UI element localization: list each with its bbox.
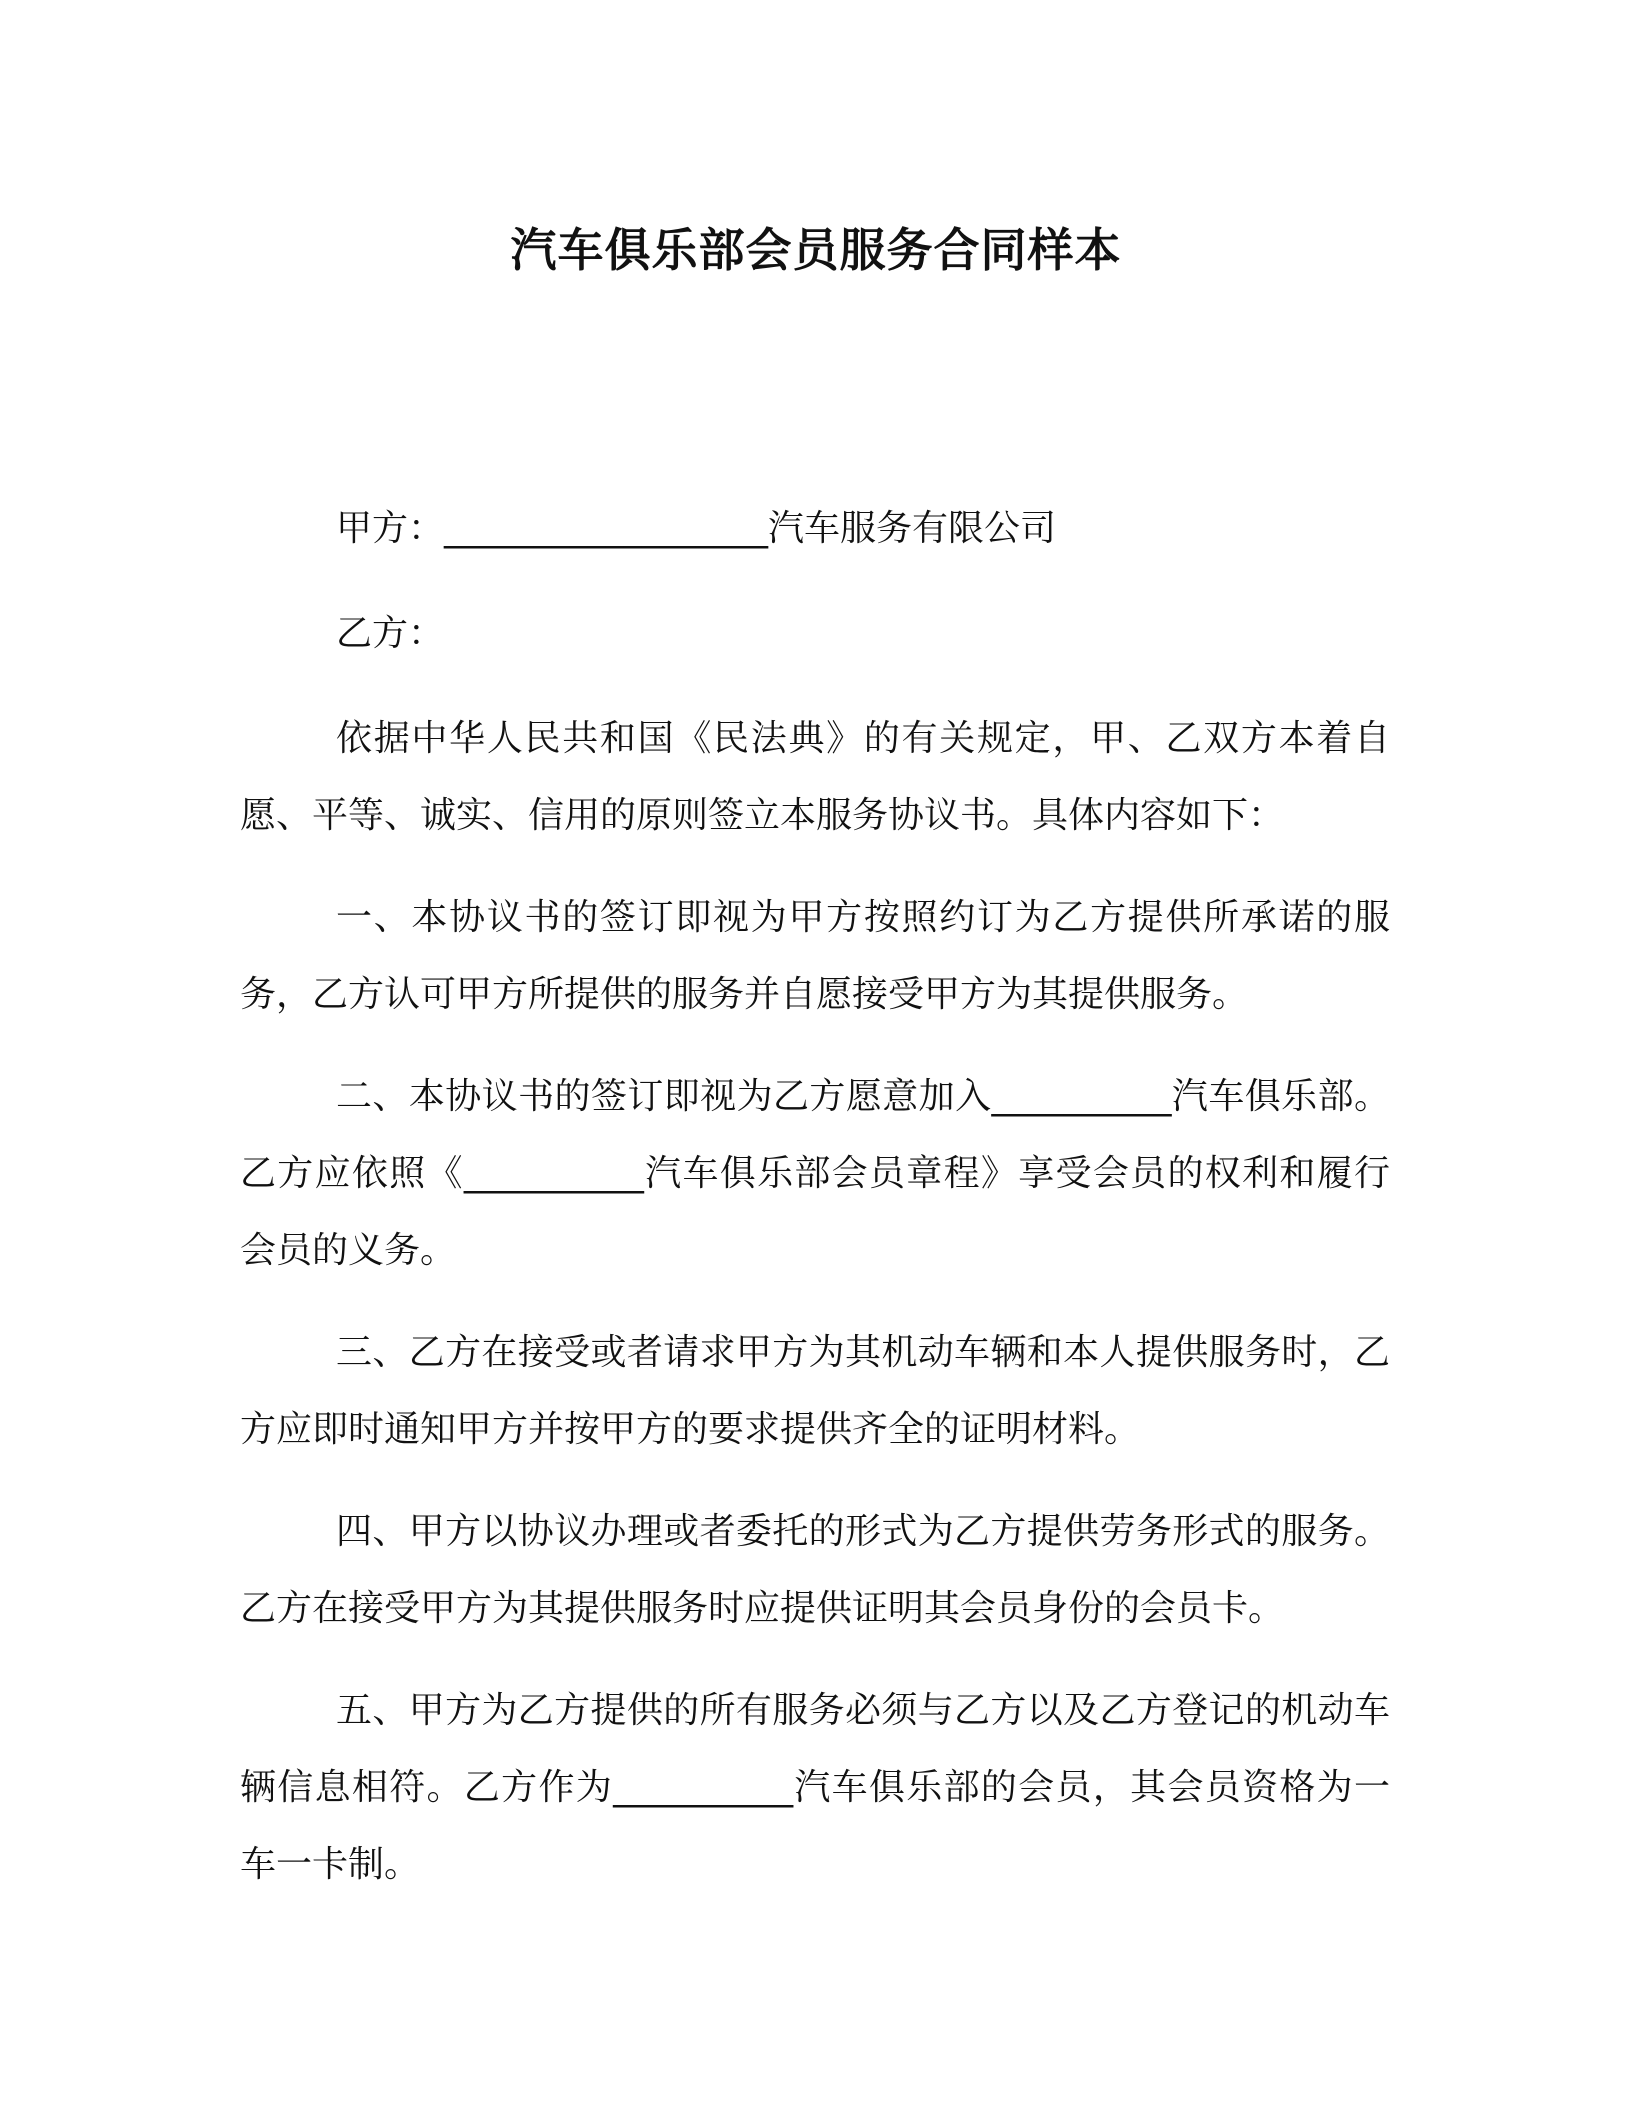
clause-2: 二、本协议书的签订即视为乙方愿意加入__________汽车俱乐部。乙方应依照《__________汽车俱乐部会员章程》享受会员的权利和履行会员的义务。 <box>240 1076 1390 1271</box>
clause-1: 一、本协议书的签订即视为甲方按照约订为乙方提供所承诺的服务，乙方认可甲方所提供的服务并自愿接受甲方为其提供服务。 <box>240 897 1390 1015</box>
party-a-line: 甲方：__________________汽车服务有限公司 <box>336 508 1057 549</box>
document-title: 汽车俱乐部会员服务合同样本 <box>510 223 1122 277</box>
party-b-line: 乙方： <box>336 613 445 654</box>
clause-5: 五、甲方为乙方提供的所有服务必须与乙方以及乙方登记的机动车辆信息相符。乙方作为__________汽车俱乐部的会员，其会员资格为一车一卡制。 <box>240 1690 1390 1885</box>
intro-paragraph: 依据中华人民共和国《民法典》的有关规定，甲、乙双方本着自愿、平等、诚实、信用的原则签立本服务协议书。具体内容如下： <box>240 718 1390 836</box>
clause-4: 四、甲方以协议办理或者委托的形式为乙方提供劳务形式的服务。乙方在接受甲方为其提供服务时应提供证明其会员身份的会员卡。 <box>240 1511 1390 1629</box>
document-body <box>240 490 1390 1928</box>
clause-3: 三、乙方在接受或者请求甲方为其机动车辆和本人提供服务时，乙方应即时通知甲方并按甲方的要求提供齐全的证明材料。 <box>240 1332 1390 1450</box>
